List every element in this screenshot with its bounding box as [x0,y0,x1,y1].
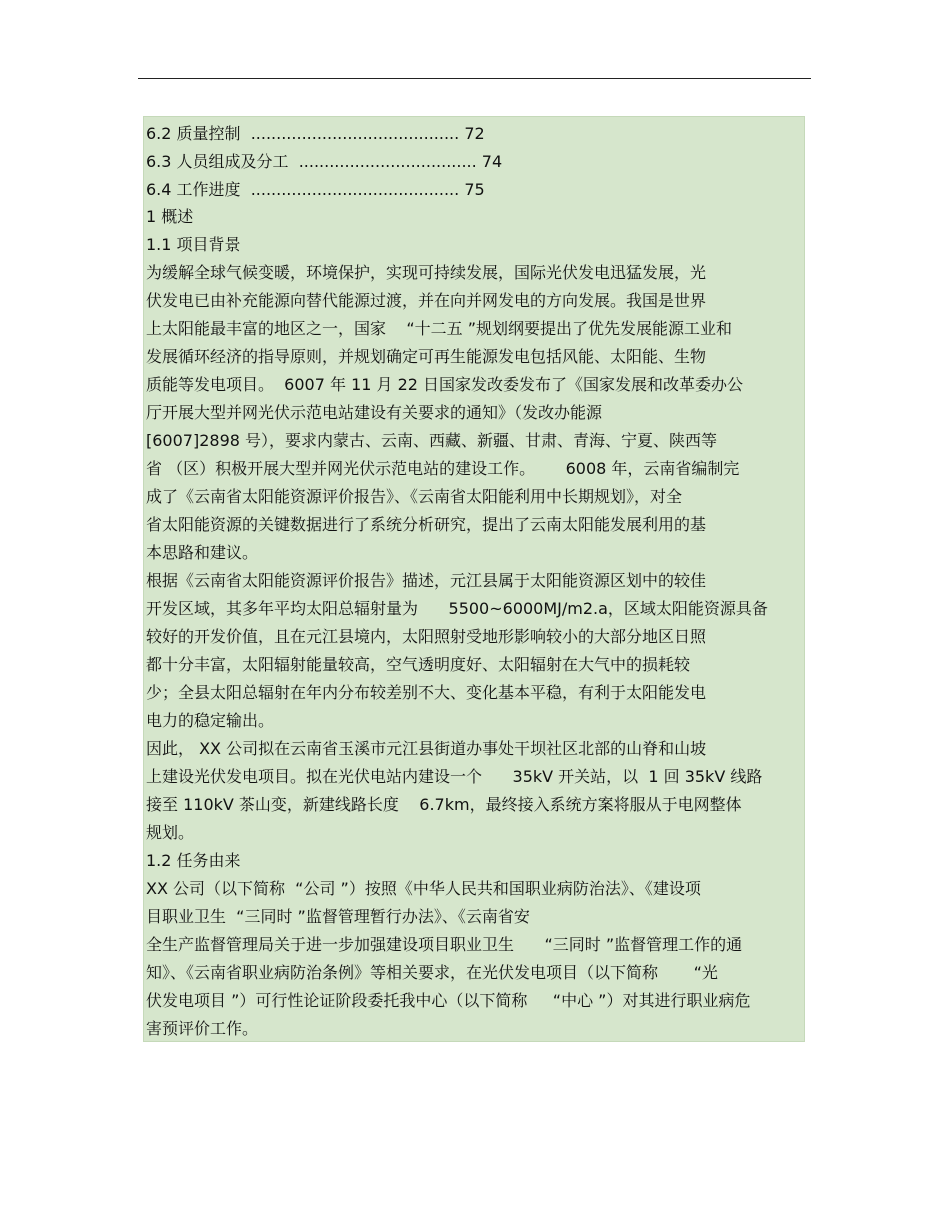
paragraph-line: 质能等发电项目。 6007 年 11 月 22 日国家发改委发布了《国家发展和改革委办公 [146,375,744,394]
paragraph-line: 少；全县太阳总辐射在年内分布较差别不大、变化基本平稳，有利于太阳能发电 [146,683,707,702]
paragraph-line: XX 公司（以下简称 “公司 ”）按照《中华人民共和国职业病防治法》、《建设项 [146,879,701,898]
paragraph-line: 省太阳能资源的关键数据进行了系统分析研究，提出了云南太阳能发展利用的基 [146,515,707,534]
paragraph-line: 厅开展大型并网光伏示范电站建设有关要求的通知》（发改办能源 [146,403,603,422]
paragraph-line: 电力的稳定输出。 [146,711,275,730]
paragraph-line: 较好的开发价值，且在元江县境内，太阳照射受地形影响较小的大部分地区日照 [146,627,707,646]
paragraph-line: 成了《云南省太阳能资源评价报告》、《云南省太阳能利用中长期规划》，对全 [146,487,683,506]
header-rule [138,78,811,79]
paragraph-line: 上建设光伏发电项目。拟在光伏电站内建设一个 35kV 开关站，以 1 回 35kV 线路 [146,767,763,786]
paragraph-line: 上太阳能最丰富的地区之一，国家 “十二五 ”规划纲要提出了优先发展能源工业和 [146,319,733,338]
paragraph-line: 本思路和建议。 [146,543,259,562]
heading-1-1-background: 1.1 项目背景 [146,235,241,254]
paragraph-line: 开发区域，其多年平均太阳总辐射量为 5500~6000MJ/m2.a，区域太阳能资源具备 [146,599,768,618]
heading-1-overview: 1 概述 [146,207,194,226]
paragraph-line: 为缓解全球气候变暖，环境保护，实现可持续发展，国际光伏发电迅猛发展，光 [146,263,707,282]
paragraph-line: 因此， XX 公司拟在云南省玉溪市元江县街道办事处干坝社区北部的山脊和山坡 [146,739,707,758]
paragraph-line: 都十分丰富，太阳辐射能量较高，空气透明度好、太阳辐射在大气中的损耗较 [146,655,691,674]
heading-1-2-task-origin: 1.2 任务由来 [146,851,241,870]
toc-entry-6-4[interactable]: 6.4 工作进度 ......................................... 75 [146,180,485,199]
toc-entry-6-3[interactable]: 6.3 人员组成及分工 ................................... 74 [146,152,503,171]
paragraph-line: 害预评价工作。 [146,1019,259,1038]
paragraph-line: 全生产监督管理局关于进一步加强建设项目职业卫生 “三同时 ”监督管理工作的通 [146,935,743,954]
toc-entry-6-2[interactable]: 6.2 质量控制 ......................................... 72 [146,124,485,143]
paragraph-line: 根据《云南省太阳能资源评价报告》描述，元江县属于太阳能资源区划中的较佳 [146,571,707,590]
paragraph-line: 规划。 [146,823,195,842]
paragraph-line: 省 （区）积极开展大型并网光伏示范电站的建设工作。 6008 年，云南省编制完 [146,459,740,478]
paragraph-line: 发展循环经济的指导原则，并规划确定可再生能源发电包括风能、太阳能、生物 [146,347,707,366]
paragraph-line: 伏发电项目 ”）可行性论证阶段委托我中心（以下简称 “中心 ”）对其进行职业病危 [146,991,751,1010]
paragraph-line: [6007]2898 号），要求内蒙古、云南、西藏、新疆、甘肃、青海、宁夏、陕西等 [146,431,718,450]
paragraph-line: 伏发电已由补充能源向替代能源过渡，并在向并网发电的方向发展。我国是世界 [146,291,707,310]
paragraph-line: 知》、《云南省职业病防治条例》等相关要求，在光伏发电项目（以下简称 “光 [146,963,718,982]
paragraph-line: 目职业卫生 “三同时 ”监督管理暂行办法》、《云南省安 [146,907,530,926]
paragraph-line: 接至 110kV 茶山变，新建线路长度 6.7km，最终接入系统方案将服从于电网整体 [146,795,742,814]
